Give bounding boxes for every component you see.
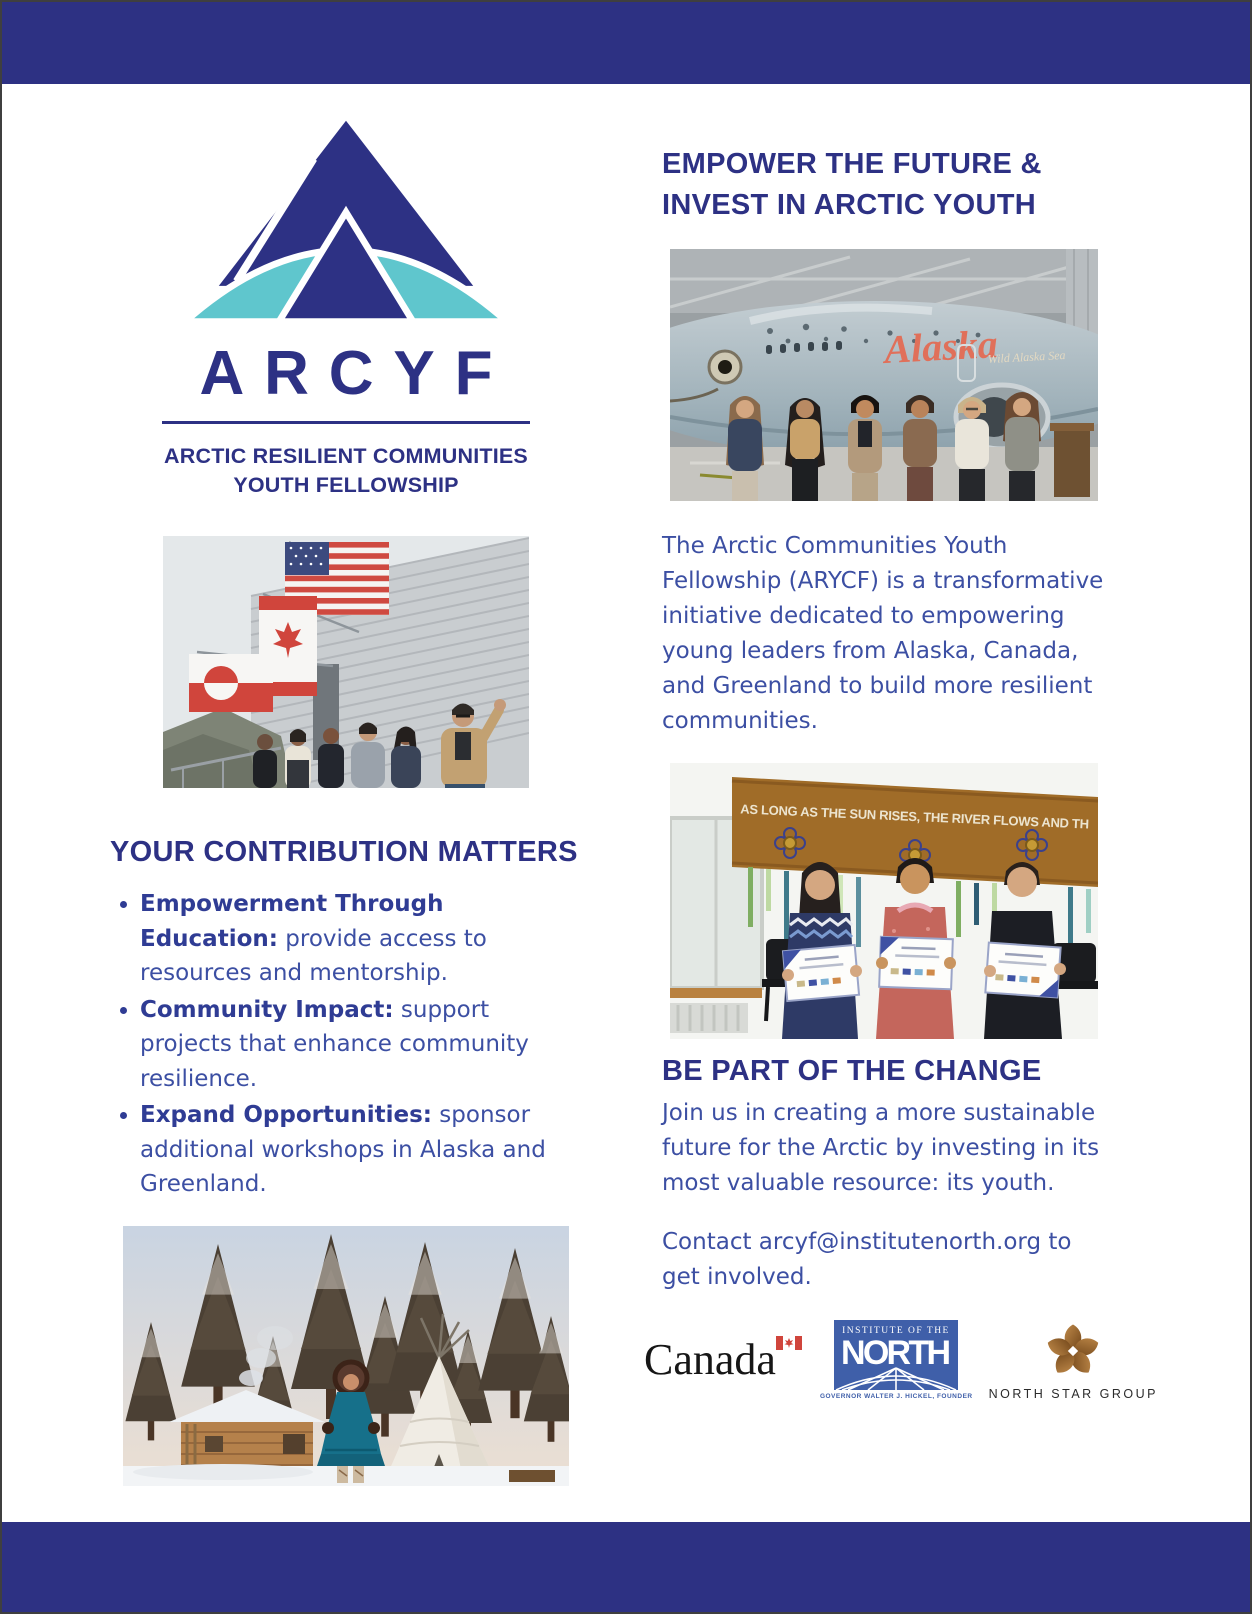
- contact-paragraph: Contact arcyf@institutenorth.org to get involved.: [662, 1228, 1072, 1290]
- list-item: • Community Impact: support projects that enhance community resilience.: [140, 993, 582, 1097]
- contribution-list: [110, 887, 582, 1204]
- right-column: [644, 84, 1159, 1401]
- logo-acronym: ARCYF: [199, 339, 513, 408]
- intro-paragraph: The Arctic Communities Youth Fellowship (ARYCF) is a transformative initiative dedicated to empowering young leaders from Alaska, Canada, and Greenland to build more resilient communities.: [662, 533, 1104, 734]
- north-star-flower-icon: [1041, 1319, 1105, 1383]
- bottom-border-bar: [2, 1522, 1250, 1612]
- arcyf-logo-mark-icon: [131, 114, 561, 326]
- partner-logos: [644, 1319, 1159, 1401]
- arcyf-logo: [110, 114, 582, 500]
- plane-subtitling: Wild Alaska Sea: [987, 348, 1066, 367]
- canada-mini-flag-icon: [776, 1336, 802, 1350]
- institute-tagline: GOVERNOR WALTER J. HICKEL, FOUNDER: [819, 1392, 973, 1400]
- list-item: • Empowerment Through Education: provide access to resources and mentorship.: [140, 887, 582, 991]
- top-border-bar: [2, 2, 1250, 84]
- photo-certificates: [670, 763, 1098, 1039]
- canada-wordmark-logo: Canada: [644, 1338, 804, 1382]
- photo-flags: [163, 536, 529, 788]
- photo-winter: [123, 1226, 569, 1486]
- photo-plane: [670, 249, 1098, 501]
- logo-divider: [162, 421, 530, 424]
- org-name-line1: ARCTIC RESILIENT COMMUNITIES: [164, 444, 528, 468]
- org-name-line2: YOUTH FELLOWSHIP: [233, 473, 459, 498]
- plane-titling: Alaska: [883, 321, 999, 373]
- svg-text:INSTITUTE OF THE: INSTITUTE OF THE: [842, 1325, 951, 1336]
- contribution-heading: YOUR CONTRIBUTION MATTERS: [110, 836, 578, 869]
- institute-of-the-north-icon: [834, 1320, 958, 1390]
- institute-of-the-north-logo: [820, 1320, 973, 1400]
- change-paragraph: Join us in creating a more sustainable future for the Arctic by investing in its most valuable resource: its youth.: [662, 1099, 1100, 1196]
- list-item: • Expand Opportunities: sponsor additional workshops in Alaska and Greenland.: [140, 1098, 582, 1202]
- empower-heading: EMPOWER THE FUTURE & INVEST IN ARCTIC YOUTH: [662, 148, 1042, 221]
- north-star-group-logo: [989, 1319, 1158, 1401]
- banner-text: AS LONG AS THE SUN RISES, THE RIVER FLOWS AND TH: [740, 801, 1091, 832]
- svg-text:NORTH: NORTH: [841, 1333, 952, 1372]
- north-star-group-text: NORTH STAR GROUP: [988, 1386, 1159, 1401]
- change-heading: BE PART OF THE CHANGE: [662, 1054, 1042, 1087]
- left-column: [110, 84, 582, 1486]
- greenland-flag-icon: [189, 654, 273, 712]
